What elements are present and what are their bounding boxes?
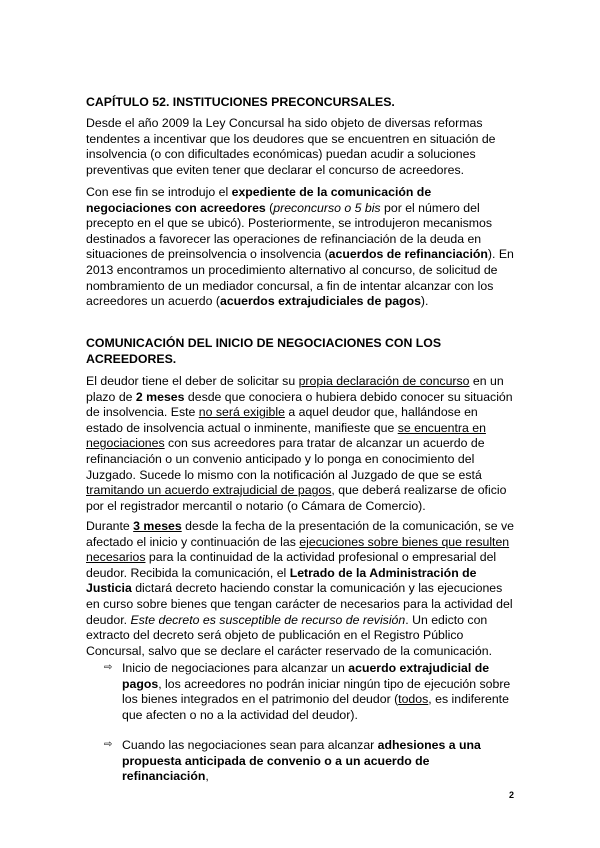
section-paragraph-2 bbox=[86, 519, 516, 659]
text-run: Durante bbox=[86, 519, 134, 533]
text-run: Con ese fin se introdujo el bbox=[86, 185, 232, 199]
italic-run: Este decreto es susceptible de recurso de revisión bbox=[130, 612, 406, 627]
text-run: por el número del precepto en el que se ubicó). Posteriormente, se introdujeron mecanismos destinados a favorecer las operaciones de refinanciación de la deuda en situaciones de preinsolvencia o insolvencia ( bbox=[86, 200, 493, 262]
text-run: ). bbox=[420, 294, 429, 309]
underlined-run: propia declaración de concurso bbox=[298, 374, 470, 388]
bold-run: expediente de la comunicación de negociaciones con acreedores bbox=[86, 185, 432, 215]
bold-run: acuerdos extrajudiciales de pagos bbox=[219, 294, 421, 309]
intro-paragraph-2 bbox=[86, 185, 516, 310]
bold-run: 2 meses bbox=[135, 389, 185, 404]
text-run: para la continuidad de la actividad profesional o empresarial del deudor. Recibida la comunicación, el bbox=[86, 550, 497, 580]
section-title: COMUNICACIÓN DEL INICIO DE NEGOCIACIONES CON LOS ACREEDORES. bbox=[86, 336, 442, 366]
text-run: ( bbox=[265, 200, 274, 215]
bullet-item-2 bbox=[122, 738, 514, 785]
bullet-item-1 bbox=[122, 661, 514, 723]
bold-run: acuerdos de refinanciación bbox=[328, 247, 488, 262]
bold-underlined-run: 3 meses bbox=[133, 519, 182, 533]
underlined-run: se encuentra en negociaciones bbox=[86, 420, 486, 451]
underlined-run: todos bbox=[398, 692, 429, 707]
section-paragraph-1 bbox=[86, 374, 516, 514]
text-run: . Un edicto con extracto del decreto será objeto de publicación en el Registro Público Concursal, salvo que se declare el carácter reservado de la comunicación. bbox=[86, 612, 493, 658]
underlined-run: ejecuciones sobre bienes que resulten necesarios bbox=[86, 534, 510, 565]
arrow-bullet-icon: ⇨ bbox=[104, 739, 113, 750]
underlined-run: tramitando un acuerdo extrajudicial de pagos bbox=[86, 483, 332, 498]
text-run: ). En 2013 encontramos un procedimiento alternativo al concurso, de solicitud de nombramiento de un mediador concursal, a fin de intentar alcanzar con los acreedores un acuerdo ( bbox=[86, 247, 514, 309]
intro-paragraph-1: Desde el año 2009 la Ley Concursal ha sido objeto de diversas reformas tendentes a incentivar que los deudores que se encuentren en situación de insolvencia (o con dificultades económicas) puedan acudir a soluciones preventivas que eviten tener que declarar el concurso de acreedores. bbox=[86, 116, 496, 177]
text-run: a aquel deudor que, hallándose en estado de insolvencia actual o inminente, manifieste que bbox=[86, 405, 478, 435]
text-run: en un plazo de bbox=[86, 374, 504, 404]
text-run: , que deberá realizarse de oficio por el registrador mercantil o notario (o Cámara de Comercio). bbox=[86, 483, 507, 513]
text-run: , los acreedores no podrán iniciar ningún tipo de ejecución sobre los bienes integrados en el patrimonio del deudor ( bbox=[122, 676, 511, 707]
text-run: desde que conociera o hubiera debido conocer su situación de insolvencia. Este bbox=[86, 389, 513, 420]
bold-run: acuerdo extrajudicial de pagos bbox=[122, 661, 490, 691]
text-run: , bbox=[205, 769, 209, 784]
bold-run: Letrado de la Administración de Justicia bbox=[86, 565, 477, 596]
text-run: Inicio de negociaciones para alcanzar un bbox=[122, 661, 349, 675]
text-run: , es indiferente que afecten o no a la actividad del deudor). bbox=[122, 692, 509, 722]
text-run: El deudor tiene el deber de solicitar su bbox=[86, 374, 299, 388]
bold-run: adhesiones a una propuesta anticipada de convenio o a un acuerdo de refinanciación bbox=[122, 738, 481, 784]
chapter-title: CAPÍTULO 52. INSTITUCIONES PRECONCURSALES. bbox=[86, 95, 395, 109]
text-run: desde la fecha de la presentación de la comunicación, se ve afectado el inicio y continuación de las bbox=[86, 519, 514, 549]
arrow-bullet-icon: ⇨ bbox=[104, 662, 113, 673]
underlined-run: no será exigible bbox=[198, 405, 285, 420]
page-number: 2 bbox=[509, 790, 515, 800]
text-run: Cuando las negociaciones sean para alcanzar bbox=[122, 738, 378, 752]
italic-run: preconcurso o 5 bis bbox=[273, 200, 381, 215]
text-run: dictará decreto haciendo constar la comunicación y las ejecuciones en curso sobre bienes que tengan carácter de necesarios para la actividad del deudor. bbox=[86, 581, 513, 627]
text-run: con sus acreedores para tratar de alcanzar un acuerdo de refinanciación o un convenio anticipado y lo ponga en conocimiento del Juzgado. Sucede lo mismo con la notificación al Juzgado de que se está bbox=[86, 436, 485, 482]
